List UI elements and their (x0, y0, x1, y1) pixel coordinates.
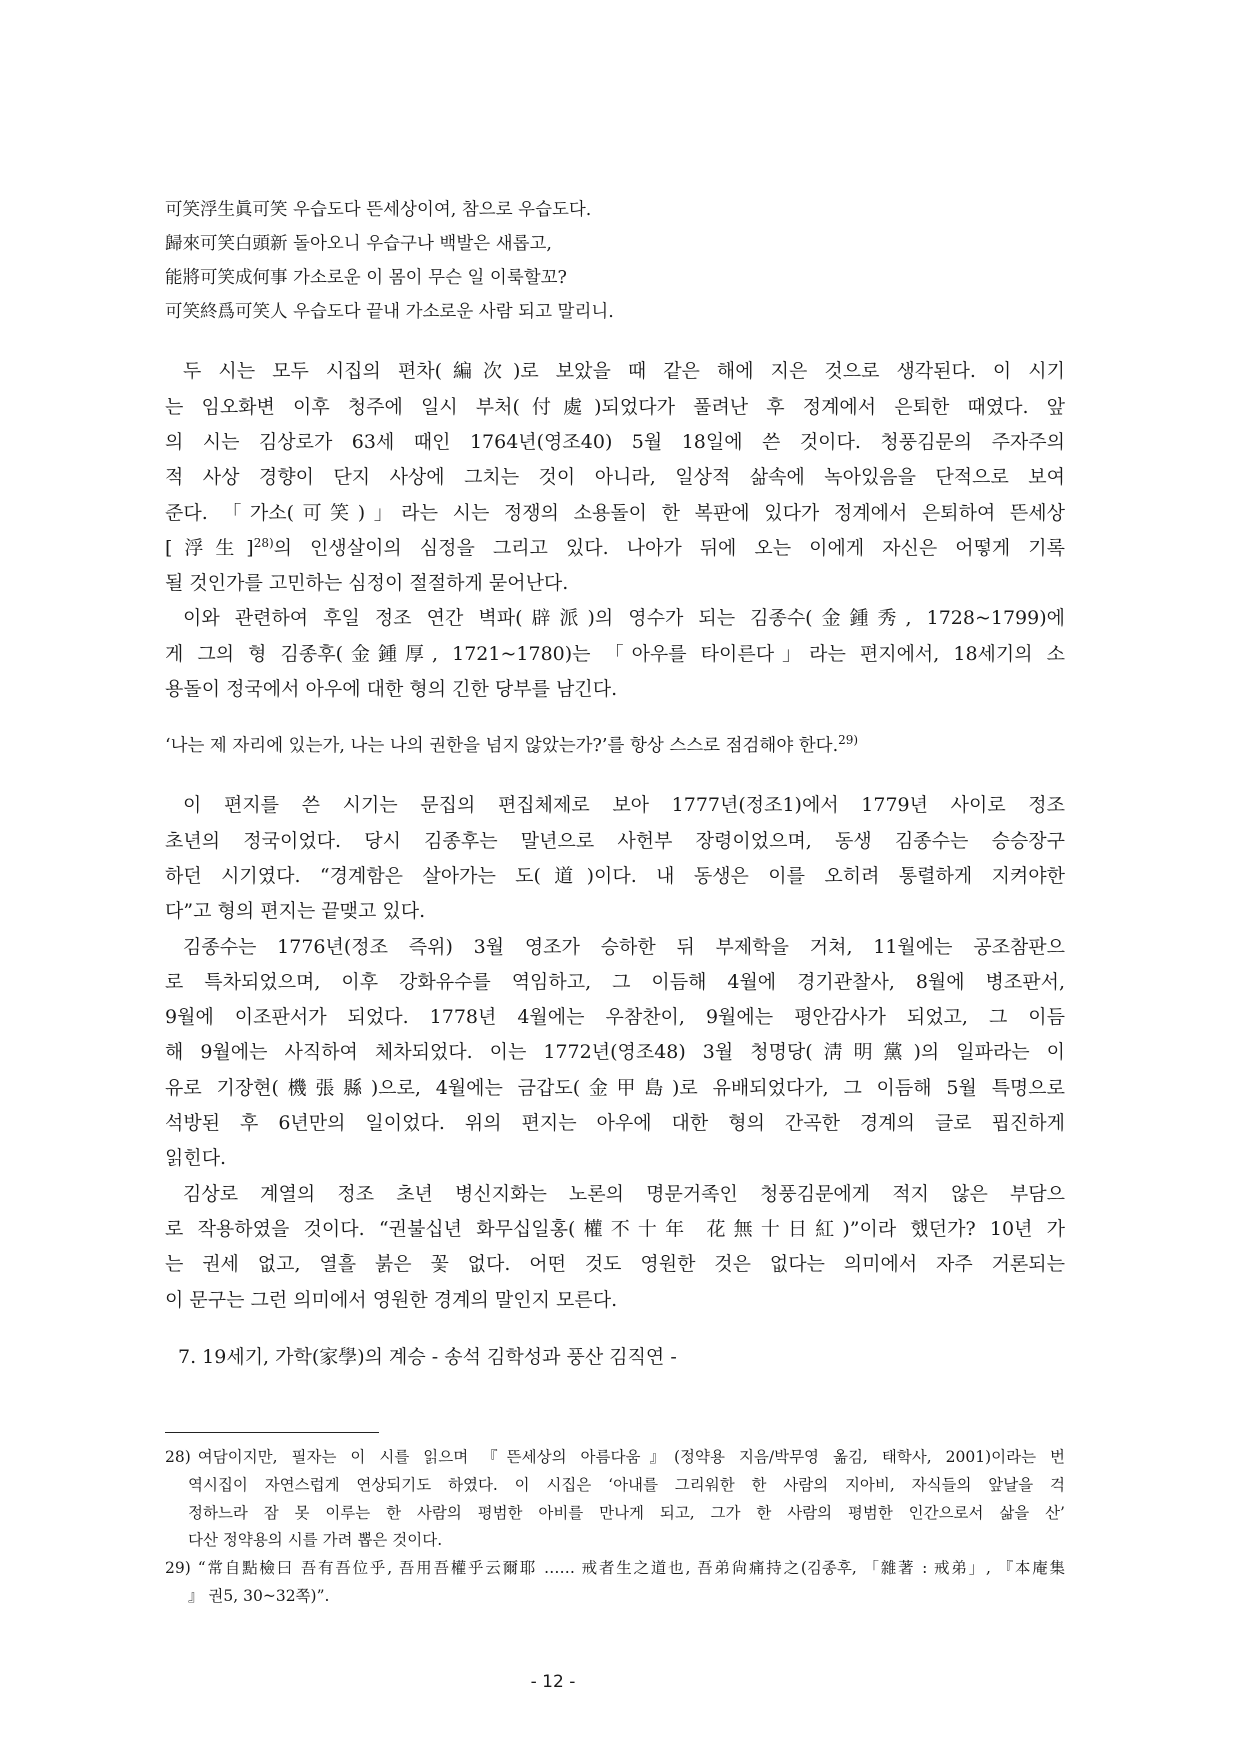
poem-line: 歸來可笑白頭新 돌아오니 우습구나 백발은 새롭고, (165, 234, 552, 254)
footnote-line (165, 1444, 1065, 1472)
paragraph (165, 1177, 1065, 1318)
paragraph (165, 601, 1065, 707)
body-line: 석방된 후 6년만의 일이었다. 위의 편지는 아우에 대한 형의 간곡한 경계의 글로 핍진하게 (165, 1112, 1065, 1135)
paragraph (165, 930, 1065, 1177)
body-line: 읽힌다. (165, 1147, 227, 1170)
body-line: 초년의 정국이었다. 당시 김종후는 말년으로 사헌부 장령이었으며, 동생 김종수는 승승장구 (165, 829, 1065, 852)
footnote-line: 』 권5, 30~32쪽)”. (188, 1586, 330, 1605)
body-line: 해 9월에는 사직하여 체차되었다. 이는 1772년(영조48) 3월 청명당(淸明黨)의 일파라는 이 (165, 1041, 1065, 1064)
body-line: 적 사상 경향이 단지 사상에 그치는 것이 아니라, 일상적 삶속에 녹아있음을 단적으로 보여 (165, 466, 1065, 489)
footnote (165, 1444, 1065, 1555)
body-line: 준다. 「가소(可笑)」라는 시는 정쟁의 소용돌이 한 복판에 있다가 정계에서 은퇴하여 뜬세상 (165, 501, 1065, 524)
body-line: 김종수는 1776년(정조 즉위) 3월 영조가 승하한 뒤 부제학을 거쳐, 11월에는 공조참판으 (183, 935, 1065, 958)
paragraph (165, 354, 1065, 601)
body-text-upper (165, 354, 1065, 707)
footnote-ref: 28) (253, 535, 274, 550)
body-line: 하던 시기였다. “경계함은 살아가는 도(道)이다. 내 동생은 이를 오히려 통렬하게 지켜야한 (165, 864, 1065, 887)
footnote-text: “常自點檢曰 吾有吾位乎, 吾用吾權乎云爾耶 …… 戒者生之道也, 吾弟尙痛持之(김종후, 「雜著 : 戒弟」, 『本庵集 (197, 1559, 1065, 1578)
body-line: 게 그의 형 김종후(金鍾厚, 1721~1780)는 「아우를 타이른다」라는 편지에서, 18세기의 소 (165, 642, 1065, 665)
poem-line: 能將可笑成何事 가소로운 이 몸이 무슨 일 이룩할꼬? (165, 268, 567, 288)
body-text-lower (165, 788, 1065, 1317)
footnote-line: 역시집이 자연스럽게 연상되기도 하였다. 이 시집은 ‘아내를 그리워한 한 사람의 지아비, 자식들의 앞날을 걱 (188, 1475, 1065, 1494)
footnote-number: 28) (165, 1448, 191, 1466)
poem-line: 可笑終爲可笑人 우습도다 끝내 가소로운 사람 되고 말리니. (165, 302, 614, 322)
footnote-ref: 29) (838, 732, 859, 747)
page-number: - 12 - (530, 1672, 576, 1692)
body-line: 는 임오화변 이후 청주에 일시 부처(付處)되었다가 풀려난 후 정계에서 은퇴한 때였다. 앞 (165, 395, 1065, 418)
body-line: 의 시는 김상로가 63세 때인 1764년(영조40) 5월 18일에 쓴 것이다. 청풍김문의 주자주의 (165, 430, 1065, 453)
body-line: 될 것인가를 고민하는 심정이 절절하게 묻어난다. (165, 572, 569, 595)
body-line: 김상로 계열의 정조 초년 병신지화는 노론의 명문거족인 청풍김문에게 적지 않은 부담으 (183, 1182, 1065, 1205)
poem-line: 可笑浮生眞可笑 우습도다 뜬세상이여, 참으로 우습도다. (165, 200, 592, 220)
paragraph (165, 788, 1065, 929)
section-heading: 7. 19세기, 가학(家學)의 계승 - 송석 김학성과 풍산 김직연 - (178, 1345, 677, 1368)
footnote-number: 29) (165, 1559, 191, 1578)
footnote (165, 1555, 1065, 1611)
line-text: [浮生] (165, 536, 254, 559)
body-line: 로 특차되었으며, 이후 강화유수를 역임하고, 그 이듬해 4월에 경기관찰사, 8월에 병조판서, (165, 970, 1065, 993)
footnote-rule (165, 1432, 379, 1433)
body-line: 이와 관련하여 후일 정조 연간 벽파(辟派)의 영수가 되는 김종수(金鍾秀, 1728~1799)에 (183, 607, 1065, 630)
body-line: 는 권세 없고, 열흘 붉은 꽃 없다. 어떤 것도 영원한 것은 없다는 의미에서 자주 거론되는 (165, 1253, 1065, 1276)
footnote-line: 정하느라 잠 못 이루는 한 사람의 평범한 아비를 만나게 되고, 그가 한 사람의 평범한 인간으로서 삶을 산’ (188, 1503, 1065, 1522)
body-line (165, 531, 1065, 566)
body-line: 이 편지를 쓴 시기는 문집의 편집체제로 보아 1777년(정조1)에서 1779년 사이로 정조 (183, 794, 1065, 817)
line-text: 의 인생살이의 심정을 그리고 있다. 나아가 뒤에 오는 이에게 자신은 어떻게 기록 (273, 536, 1065, 559)
body-line: 이 문구는 그런 의미에서 영원한 경계의 말인지 모른다. (165, 1288, 618, 1311)
body-line: 다”고 형의 편지는 끝맺고 있다. (165, 900, 426, 923)
poem (165, 193, 1065, 329)
body-line: 로 작용하였을 것이다. “권불십년 화무십일홍(權不十年 花無十日紅)”이라 했던가? 10년 가 (165, 1217, 1065, 1240)
quote-text: ‘나는 제 자리에 있는가, 나는 나의 권한을 넘지 않았는가?’를 항상 스스로 점검해야 한다. (165, 735, 839, 756)
body-line: 두 시는 모두 시집의 편차(編次)로 보았을 때 같은 해에 지은 것으로 생각된다. 이 시기 (183, 360, 1065, 383)
footnote-line: 다산 정약용의 시를 가려 뽑은 것이다. (188, 1531, 443, 1550)
footnote-text: 여담이지만, 필자는 이 시를 읽으며 『뜬세상의 아름다움』(정약용 지음/박무영 옮김, 태학사, 2001)이라는 번 (197, 1448, 1065, 1466)
block-quote (165, 729, 1065, 764)
body-line: 유로 기장현(機張縣)으로, 4월에는 금갑도(金甲島)로 유배되었다가, 그 이듬해 5월 특명으로 (165, 1076, 1065, 1099)
footnote-line (165, 1555, 1065, 1583)
body-line: 9월에 이조판서가 되었다. 1778년 4월에는 우참찬이, 9월에는 평안감사가 되었고, 그 이듬 (165, 1006, 1065, 1029)
body-line: 용돌이 정국에서 아우에 대한 형의 긴한 당부를 남긴다. (165, 678, 618, 701)
footnotes (165, 1444, 1065, 1611)
